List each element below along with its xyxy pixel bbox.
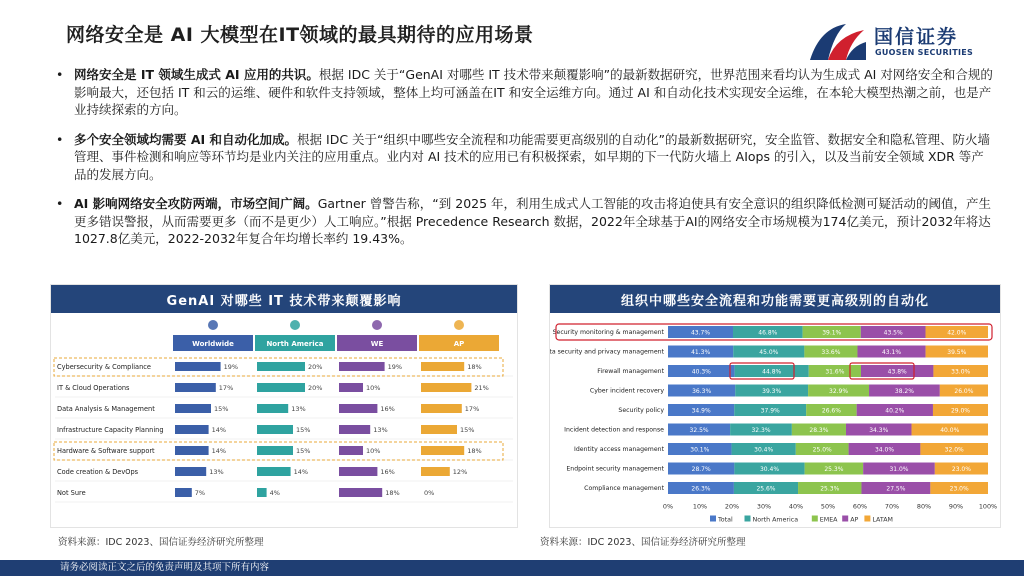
bullet-item: • 多个安全领域均需要 AI 和自动化加成。根据 IDC 关于“组织中哪些安全流程和功能需要更高级别的自动化”的最新数据研究，安全监管、数据安全和隐私管理、防火墙管理、事件检测和响应等环节均是业内关注的应用重点。业内对 AI 技术的应用已有积极探索，如早期的下一代防火墙上 AIops 的引入，以及当前安全领域 XDR 等产品的发展方向。 [56, 131, 990, 182]
chart-right [550, 313, 1000, 527]
bullet-bold: 网络安全是 IT 领域生成式 AI 应用的共识。 [74, 67, 319, 82]
data-label: 19% [223, 363, 239, 371]
data-label: 34.9% [691, 407, 711, 415]
legend-swatch [745, 516, 751, 522]
legend-label: Total [718, 516, 733, 524]
data-bar [257, 425, 293, 434]
data-label: 0% [424, 489, 435, 497]
legend-label: North America [752, 516, 799, 524]
data-label: 16% [380, 468, 395, 476]
category-label: Compliance management [584, 485, 664, 492]
data-label: 40.3% [691, 368, 711, 376]
data-label: 31.0% [889, 466, 909, 473]
data-bar [175, 404, 211, 413]
legend-label: EMEA [819, 516, 838, 524]
category-label: Firewall management [597, 368, 664, 375]
category-label: Endpoint security management [566, 465, 664, 473]
data-label: 26.0% [954, 388, 974, 395]
chart-left [51, 313, 517, 527]
data-label: 26.3% [691, 485, 711, 493]
data-label: 15% [296, 426, 311, 434]
logo [806, 20, 996, 64]
legend-label: AP [850, 516, 859, 524]
category-label: Security monitoring & management [552, 329, 664, 336]
data-bar [257, 467, 291, 476]
data-label: 37.9% [760, 407, 780, 415]
column-header-label: AP [453, 340, 465, 348]
category-label: Not Sure [57, 489, 86, 497]
data-label: 18% [467, 447, 482, 455]
legend-swatch [710, 516, 716, 522]
page-title: 网络安全是 AI 大模型在IT领域的最具期待的应用场景 [66, 24, 534, 46]
data-label: 14% [293, 468, 309, 476]
data-label: 25.0% [812, 446, 832, 454]
source-left: 资料来源：IDC 2023、国信证券经济研究所整理 [58, 537, 264, 548]
data-bar [339, 383, 363, 392]
data-label: 43.7% [690, 329, 711, 337]
data-bar [421, 404, 462, 413]
logo-mark-icon [806, 20, 868, 64]
data-label: 21% [474, 384, 489, 392]
data-label: 13% [209, 468, 224, 476]
x-tick-label: 0% [662, 502, 674, 511]
x-tick-label: 90% [948, 502, 964, 511]
data-bar [257, 446, 293, 455]
data-label: 42.0% [947, 329, 967, 337]
chart-right-title: 组织中哪些安全流程和功能需要更高级别的自动化 [550, 285, 1000, 313]
data-bar [339, 404, 377, 413]
data-label: 23.0% [949, 485, 969, 493]
data-bar [257, 488, 267, 497]
data-bar [421, 467, 450, 476]
data-label: 20% [308, 384, 323, 392]
category-label: Data Analysis & Management [57, 405, 155, 413]
data-bar [175, 488, 192, 497]
category-label: Hardware & Software support [57, 447, 155, 455]
data-label: 7% [194, 489, 206, 497]
x-tick-label: 60% [852, 502, 868, 511]
data-label: 34.0% [874, 446, 895, 454]
data-label: 30.4% [759, 466, 780, 473]
data-label: 27.5% [886, 485, 906, 493]
data-label: 28.7% [691, 466, 711, 473]
data-bar [339, 467, 377, 476]
category-label: Incident detection and response [564, 426, 664, 434]
data-label: 15% [296, 447, 311, 455]
data-label: 14% [211, 447, 227, 455]
data-label: 10% [366, 384, 381, 392]
data-label: 16% [380, 405, 395, 413]
x-tick-label: 70% [884, 502, 900, 511]
chart-left-title: GenAI 对哪些 IT 技术带来颠覆影响 [51, 285, 517, 313]
logo-text-en: GUOSEN SECURITIES [875, 48, 974, 57]
data-label: 43.5% [883, 329, 903, 337]
data-label: 44.8% [762, 368, 782, 376]
category-label: IT & Cloud Operations [57, 384, 130, 392]
data-label: 32.3% [751, 427, 771, 434]
data-label: 13% [291, 405, 306, 413]
data-bar [421, 362, 464, 371]
data-label: 23.0% [951, 466, 971, 473]
data-label: 41.3% [691, 349, 711, 356]
data-label: 26.6% [821, 407, 841, 415]
data-label: 17% [218, 384, 234, 392]
data-label: 25.3% [824, 466, 844, 473]
logo-text-cn: 国信证券 [874, 26, 959, 48]
data-label: 12% [452, 468, 468, 476]
category-label: Data security and privacy management [550, 348, 664, 356]
region-map-icon [454, 320, 464, 330]
data-label: 18% [467, 363, 482, 371]
data-bar [339, 425, 370, 434]
region-map-icon [208, 320, 218, 330]
legend-label: LATAM [872, 516, 893, 524]
data-bar [339, 488, 382, 497]
data-bar [257, 362, 305, 371]
bullet-item: • 网络安全是 IT 领域生成式 AI 应用的共识。根据 IDC 关于“GenAI 对哪些 IT 技术带来颠覆影响”的最新数据研究，世界范围来看均认为生成式 AI 对网络安全和合规的影响最大，还包括 IT 和云的运维、硬件和软件支持领域，整体上均可涵盖在IT 和安全运维方向。通过 AI 和自动化技术实现安全运维，在本轮大模型热潮之前，也是产业持续探索的方向。 [56, 67, 993, 117]
data-bar [339, 362, 385, 371]
data-label: 40.2% [885, 407, 905, 415]
column-header-label: Worldwide [192, 340, 234, 348]
data-label: 43.8% [887, 368, 907, 376]
data-label: 38.2% [894, 388, 914, 395]
data-label: 45.0% [759, 349, 779, 356]
data-bar [175, 425, 209, 434]
chart-left-panel [50, 284, 518, 528]
x-tick-label: 40% [788, 502, 804, 511]
data-label: 10% [366, 447, 381, 455]
bullet-item: • AI 影响网络安全攻防两端，市场空间广阔。Gartner 曾警告称，“到 2025 年，利用生成式人工智能的攻击将迫使具有安全意识的组织降低检测可疑活动的阈值，产生更多错误警报，从而需要更多（而不是更少）人工响应。”根据 Precedence Research 数据，2022年全球基于AI的网络安全市场规模为174亿美元，预计2032年将达1027.8亿美元，2022-2032年复合年均增长率约 19.43%。 [56, 196, 992, 246]
x-tick-label: 50% [820, 502, 836, 511]
data-bar [175, 467, 206, 476]
column-header-label: North America [266, 340, 324, 348]
data-label: 20% [308, 363, 323, 371]
category-label: Cybersecurity & Compliance [57, 363, 151, 371]
data-label: 14% [211, 426, 227, 434]
data-bar [175, 383, 216, 392]
data-bar [257, 404, 288, 413]
category-label: Code creation & DevOps [57, 468, 139, 476]
data-label: 29.0% [950, 407, 971, 415]
data-bar [421, 383, 471, 392]
data-label: 39.1% [822, 329, 842, 337]
category-label: Infrastructure Capacity Planning [57, 426, 164, 434]
chart-right-panel [549, 284, 1001, 528]
data-label: 31.6% [825, 368, 845, 376]
data-label: 30.4% [754, 446, 774, 454]
data-bar [175, 446, 209, 455]
data-label: 32.5% [689, 427, 709, 434]
x-tick-label: 20% [724, 502, 740, 511]
data-label: 15% [460, 426, 475, 434]
column-header-label: WE [370, 340, 384, 348]
data-label: 28.3% [809, 427, 829, 434]
legend-swatch [864, 516, 870, 522]
data-bar [421, 446, 464, 455]
data-label: 18% [385, 489, 400, 497]
data-label: 39.5% [947, 349, 967, 356]
x-tick-label: 80% [916, 502, 932, 511]
data-label: 19% [387, 363, 403, 371]
bullet-bold: 多个安全领域均需要 AI 和自动化加成。 [74, 131, 298, 147]
bullet-list [44, 66, 994, 260]
data-label: 40.0% [940, 427, 960, 434]
data-label: 32.0% [944, 446, 964, 454]
x-tick-label: 10% [692, 502, 708, 511]
data-label: 32.9% [829, 388, 849, 395]
data-label: 4% [269, 489, 280, 497]
footer-disclaimer: 请务必阅读正文之后的免责声明及其项下所有内容 [0, 560, 1024, 576]
legend-swatch [842, 516, 848, 522]
category-label: Cyber incident recovery [589, 387, 664, 395]
data-bar [339, 446, 363, 455]
x-tick-label: 30% [756, 502, 772, 511]
category-label: Identity access management [574, 446, 664, 453]
data-bar [175, 362, 221, 371]
data-label: 39.3% [762, 388, 782, 395]
data-label: 13% [373, 426, 388, 434]
x-tick-label: 100% [978, 502, 998, 511]
bullet-bold: AI 影响网络安全攻防两端，市场空间广阔。 [74, 196, 318, 211]
bullet-text: Gartner 曾警告称，“到 2025 年，利用生成式人工智能的攻击将迫使具有安全意识的组织降低检测可疑活动的阈值，产生更多错误警报，从而需要更多（而不是更少）人工响应。”根据 Precedence Research 数据，2022年全球基于AI的网络安全市场规模为174亿美元，预计2032年将达1027.8亿美元，2022-2032年复合年均增长率约 19.43%。 [74, 196, 992, 246]
data-label: 25.6% [756, 485, 776, 493]
data-bar [421, 425, 457, 434]
data-label: 36.3% [692, 388, 712, 395]
legend-swatch [812, 516, 818, 522]
data-label: 43.1% [881, 349, 902, 356]
category-label: Security policy [618, 407, 664, 414]
bullet-text: 根据 IDC 关于“GenAI 对哪些 IT 技术带来颠覆影响”的最新数据研究，世界范围来看均认为生成式 AI 对网络安全和合规的影响最大，还包括 IT 和云的运维、硬件和软件支持领域，整体上均可涵盖在IT 和安全运维方向。通过 AI 和自动化技术实现安全运维，在本轮大模型热潮之前，也是产业持续探索的方向。 [74, 67, 993, 117]
bullet-text: 根据 IDC 关于“组织中哪些安全流程和功能需要更高级别的自动化”的最新数据研究，安全监管、数据安全和隐私管理、防火墙管理、事件检测和响应等环节均是业内关注的应用重点。业内对 AI 技术的应用已有积极探索，如早期的下一代防火墙上 AIops 的引入，以及当前安全领域 XDR 等产品的发展方向。 [74, 131, 990, 182]
data-label: 30.1% [690, 446, 710, 454]
data-label: 46.8% [758, 329, 778, 337]
data-bar [257, 383, 305, 392]
data-label: 34.3% [869, 427, 889, 434]
data-label: 25.3% [820, 485, 840, 493]
data-label: 33.0% [951, 368, 971, 376]
region-map-icon [290, 320, 300, 330]
data-label: 15% [214, 405, 229, 413]
data-label: 33.6% [821, 349, 841, 356]
region-map-icon [372, 320, 382, 330]
data-label: 17% [464, 405, 480, 413]
source-right: 资料来源：IDC 2023、国信证券经济研究所整理 [540, 537, 746, 548]
